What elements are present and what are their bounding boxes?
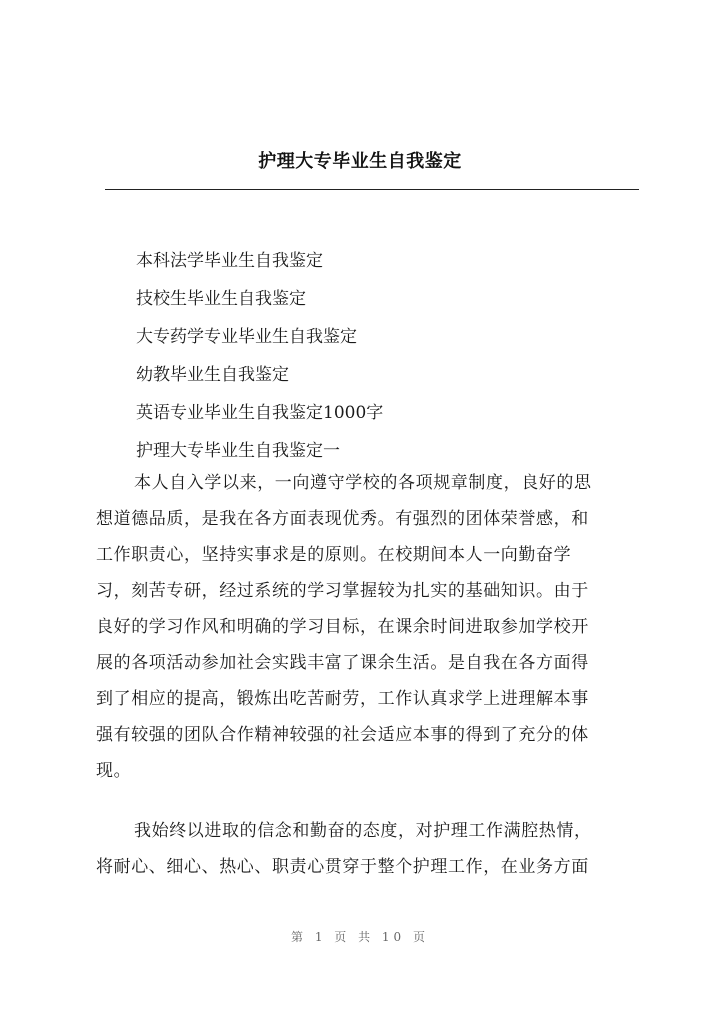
paragraph-line: 想道德品质，是我在各方面表现优秀。有强烈的团体荣誉感，和 <box>96 509 589 529</box>
toc-item: 幼教毕业生自我鉴定 <box>136 365 289 385</box>
document-title: 护理大专毕业生自我鉴定 <box>258 151 462 172</box>
paragraph-line: 习，刻苦专研，经过系统的学习掌握较为扎实的基础知识。由于 <box>96 581 589 601</box>
toc-list <box>136 242 383 470</box>
paragraph-line: 良好的学习作风和明确的学习目标，在课余时间进取参加学校开 <box>96 617 589 637</box>
toc-item: 大专药学专业毕业生自我鉴定 <box>136 327 357 347</box>
toc-item: 技校生毕业生自我鉴定 <box>136 289 306 309</box>
toc-item: 本科法学毕业生自我鉴定 <box>136 251 323 271</box>
toc-item: 英语专业毕业生自我鉴定1000字 <box>136 403 384 423</box>
title-divider <box>105 189 639 190</box>
body-paragraph-2 <box>96 813 636 885</box>
paragraph-line: 强有较强的团队合作精神较强的社会适应本事的得到了充分的体 <box>96 725 589 745</box>
page-number-footer: 第 1 页 共 10 页 <box>291 930 429 944</box>
body-paragraph-1 <box>96 465 636 789</box>
toc-item: 护理大专毕业生自我鉴定一 <box>136 441 340 461</box>
paragraph-line: 本人自入学以来，一向遵守学校的各项规章制度，良好的思 <box>134 473 592 493</box>
paragraph-line: 展的各项活动参加社会实践丰富了课余生活。是自我在各方面得 <box>96 653 589 673</box>
paragraph-line: 将耐心、细心、热心、职责心贯穿于整个护理工作，在业务方面 <box>96 857 589 877</box>
paragraph-line: 工作职责心，坚持实事求是的原则。在校期间本人一向勤奋学 <box>96 545 572 565</box>
paragraph-line: 现。 <box>96 761 132 781</box>
paragraph-line: 我始终以进取的信念和勤奋的态度，对护理工作满腔热情， <box>134 821 592 841</box>
paragraph-line: 到了相应的提高，锻炼出吃苦耐劳，工作认真求学上进理解本事 <box>96 689 589 709</box>
